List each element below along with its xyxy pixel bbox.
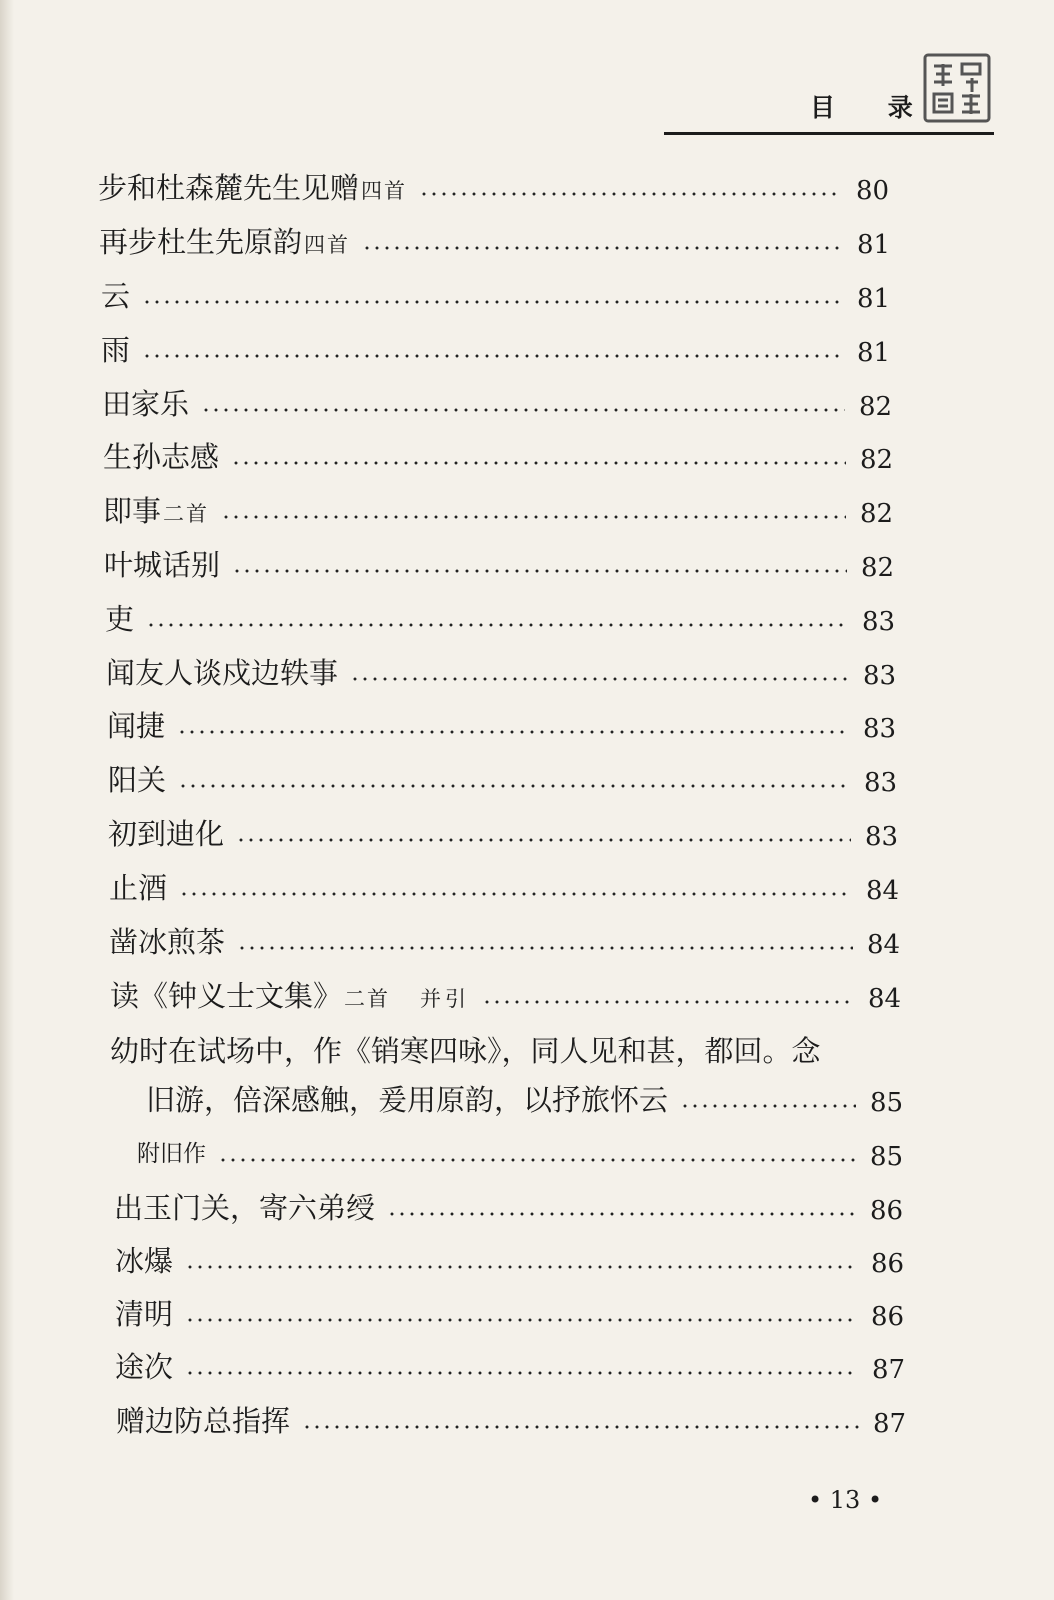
dot-leader	[178, 784, 850, 788]
toc-entry-title: 冰爆	[115, 1244, 174, 1278]
dot-leader	[146, 623, 848, 627]
toc-entry-page: 84	[867, 930, 901, 960]
toc-entry-title: 吏	[105, 602, 135, 636]
dot-leader	[185, 1318, 857, 1322]
toc-entry	[103, 491, 908, 531]
dot-leader	[362, 246, 843, 250]
toc-entry-title: 闻友人谈戍边轶事	[106, 656, 339, 690]
toc-entry-page: 86	[870, 1196, 904, 1226]
toc-entry-note: 二首	[163, 502, 210, 526]
toc-entry	[115, 1294, 919, 1334]
dot-leader	[142, 300, 843, 304]
toc-entry-title: 叶城话别	[104, 548, 221, 582]
toc-entry-page: 85	[870, 1088, 904, 1118]
toc-entry	[109, 922, 915, 962]
toc-entry-title: 旧游，倍深感触，爰用原韵，以抒旅怀云	[146, 1083, 669, 1117]
toc-entry	[108, 760, 912, 800]
dot-leader	[237, 946, 853, 950]
dot-leader	[185, 1371, 858, 1375]
toc-entry	[110, 976, 916, 1016]
toc-entry-page: 81	[857, 230, 891, 260]
dot-leader	[236, 838, 851, 842]
toc-entry-page: 83	[864, 768, 898, 798]
toc-entry-page: 86	[871, 1249, 905, 1279]
toc-entry-title: 雨	[101, 333, 131, 367]
toc-entry-title: 即事	[103, 494, 162, 528]
dot-leader	[350, 677, 849, 681]
toc-entry	[137, 1134, 918, 1174]
toc-entry-title: 途次	[115, 1350, 174, 1384]
toc-entry-title: 凿冰煎茶	[109, 925, 226, 959]
page-number: • 13 •	[808, 1486, 883, 1514]
toc-entry-page: 82	[860, 499, 894, 529]
toc-entry-page: 82	[861, 553, 895, 583]
toc-entry	[101, 276, 905, 316]
toc-entry-page: 86	[871, 1302, 905, 1332]
toc-entry-title: 再步杜生先原韵	[99, 225, 303, 259]
toc-entry-page: 83	[863, 714, 897, 744]
toc-entry-note: 四首	[304, 233, 351, 257]
toc-entry-page: 87	[873, 1409, 907, 1439]
toc-entry	[102, 384, 907, 424]
dot-leader	[142, 354, 843, 358]
toc-entry-note: 二首	[344, 987, 391, 1011]
toc-entry-page: 82	[859, 392, 893, 422]
toc-entry	[103, 437, 908, 477]
dot-leader	[680, 1104, 856, 1108]
toc-entry	[114, 1188, 918, 1228]
toc-entry-page: 83	[862, 607, 896, 637]
toc-entry-page: 87	[872, 1355, 906, 1385]
toc-entry-title: 闻捷	[107, 709, 166, 743]
toc-entry-title: 步和杜森麓先生见赠	[98, 171, 360, 205]
dot-leader	[419, 192, 842, 196]
toc-entry	[99, 222, 905, 262]
toc-entry-title: 生孙志感	[103, 440, 220, 474]
toc-entry	[105, 599, 910, 639]
toc-entry-title: 初到迪化	[108, 817, 225, 851]
toc-entry	[104, 545, 909, 585]
dot-leader	[302, 1425, 859, 1429]
toc-entry-first-line: 幼时在试场中，作《销寒四咏》，同人见和甚，都回。念	[110, 1034, 821, 1068]
toc-entry-page: 83	[865, 822, 899, 852]
toc-entry	[116, 1401, 921, 1441]
toc-entry-title: 读《钟义士文集》	[110, 979, 343, 1013]
toc-entry-page: 83	[863, 661, 897, 691]
toc-entry-title: 阳关	[108, 763, 167, 797]
toc-entry-page: 81	[857, 338, 891, 368]
toc-entry-title: 止酒	[109, 871, 168, 905]
toc-entry	[115, 1347, 920, 1387]
toc-entry-page: 82	[860, 445, 894, 475]
dot-leader	[185, 1265, 857, 1269]
toc-entry-title: 田家乐	[102, 387, 190, 421]
toc-entry	[108, 814, 913, 854]
toc-entry	[146, 1080, 918, 1120]
dot-leader	[482, 1000, 854, 1004]
dot-leader	[201, 408, 845, 412]
toc-entry-page: 85	[870, 1142, 904, 1172]
dot-leader	[221, 515, 846, 519]
header-rule	[664, 132, 994, 135]
dot-leader	[218, 1158, 856, 1162]
toc-entry-page: 80	[856, 176, 890, 206]
toc-entry-page: 84	[866, 876, 900, 906]
toc-entry-title: 云	[101, 279, 131, 313]
dot-leader	[387, 1212, 856, 1216]
page-gutter-shadow	[0, 0, 14, 1600]
toc-entry-preface-note: 并引	[420, 987, 471, 1011]
toc-entry	[101, 330, 905, 370]
toc-entry	[107, 706, 911, 746]
dot-leader	[177, 730, 849, 734]
toc-entry	[109, 868, 914, 908]
toc-entry-page: 84	[868, 984, 902, 1014]
page-header-title: 目 录	[810, 93, 935, 122]
dot-leader	[179, 892, 852, 896]
toc-entry-page: 81	[857, 284, 891, 314]
toc-entry	[106, 653, 911, 693]
toc-entry-title: 附旧作	[137, 1141, 206, 1167]
dot-leader	[232, 569, 847, 573]
toc-entry-note: 四首	[361, 179, 408, 203]
toc-entry-title: 出玉门关，寄六弟绶	[114, 1191, 376, 1225]
toc-entry	[115, 1241, 919, 1281]
dot-leader	[231, 461, 846, 465]
toc-entry-title: 清明	[115, 1297, 174, 1331]
toc-entry-title: 赠边防总指挥	[116, 1404, 291, 1438]
toc-entry	[98, 168, 904, 208]
